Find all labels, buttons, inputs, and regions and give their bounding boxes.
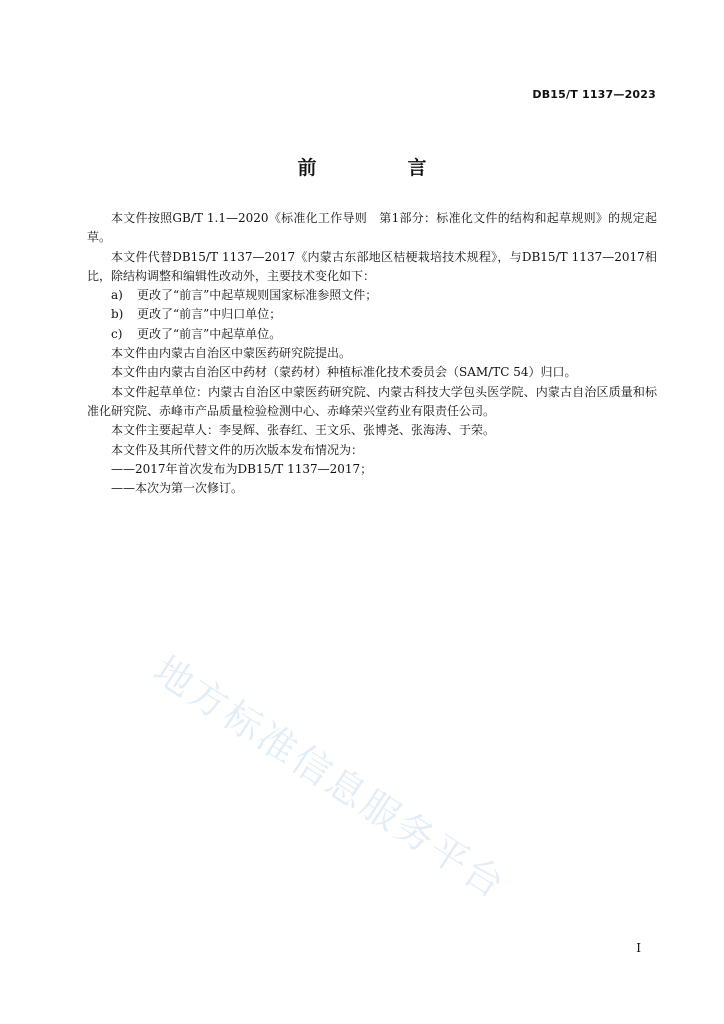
list-item-mark: b)	[111, 307, 124, 322]
list-item-text: 更改了“前言”中起草规则国家标准参照文件；	[137, 288, 378, 303]
watermark: 地方标准信息服务平台	[146, 647, 514, 908]
paragraph-replacement: 本文件代替DB15/T 1137—2017《内蒙古东部地区桔梗栽培技术规程》，与DB15/T 1137—2017相比，除结构调整和编辑性改动外，主要技术变化如下：	[87, 249, 657, 283]
history-item: ——2017年首次发布为DB15/T 1137—2017；	[111, 461, 373, 476]
paragraph-history: 本文件及其所代替文件的历次版本发布情况为：	[111, 442, 364, 457]
paragraph-committee: 本文件由内蒙古自治区中药材（蒙药材）种植标准化技术委员会（SAM/TC 54）归口。	[111, 365, 577, 380]
document-code: DB15/T 1137—2023	[532, 88, 656, 101]
list-item-text: 更改了“前言”中归口单位；	[137, 307, 282, 322]
foreword-body	[87, 209, 657, 498]
list-item	[87, 325, 657, 344]
history-item: ——本次为第一次修订。	[111, 481, 244, 496]
paragraph-drafters: 本文件主要起草人：李旻辉、张春红、王文乐、张博尧、张海涛、于荣。	[111, 423, 496, 438]
paragraph-drafting-units: 本文件起草单位：内蒙古自治区中蒙医药研究院、内蒙古科技大学包头医学院、内蒙古自治区质量和标准化研究院、赤峰市产品质量检验检测中心、赤峰荣兴堂药业有限责任公司。	[87, 384, 657, 418]
paragraph-drafting-rules: 本文件按照GB/T 1.1—2020《标准化工作导则 第1部分：标准化文件的结构和起草规则》的规定起草。	[87, 211, 657, 245]
list-item	[87, 305, 657, 324]
list-item-mark: a)	[111, 288, 123, 303]
list-item	[87, 286, 657, 305]
paragraph-proposer: 本文件由内蒙古自治区中蒙医药研究院提出。	[111, 346, 352, 361]
list-item-mark: c)	[111, 326, 123, 341]
page-number: I	[636, 941, 641, 955]
page-title: 前 言	[297, 157, 463, 179]
list-item-text: 更改了“前言”中起草单位。	[137, 326, 282, 341]
